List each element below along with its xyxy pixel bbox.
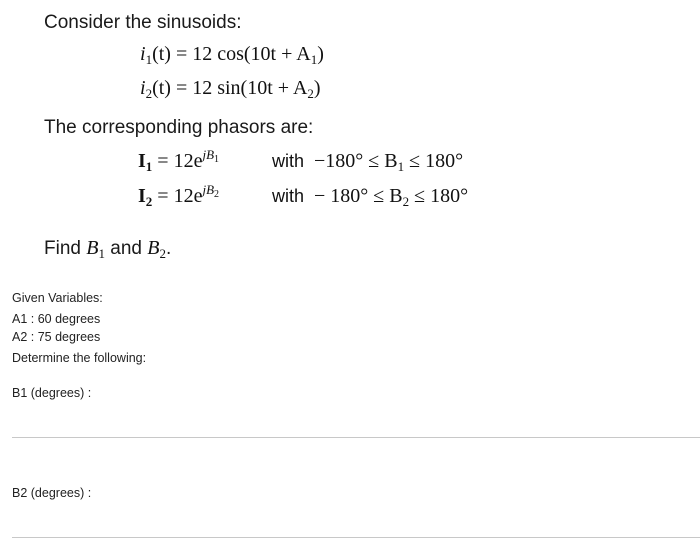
phasors-intro-text: The corresponding phasors are: (44, 117, 314, 138)
b1-answer-underline (12, 437, 700, 438)
b1-answer-label: B1 (degrees) : (12, 386, 92, 400)
phasor-i1-constraint: with $-180^\circ \le B_1 \le 180^\circ$ (272, 150, 464, 174)
phasor-i2-constraint: with − $180^\circ \le B_2 \le 180^\circ$ (272, 185, 469, 209)
equation-i2: $i_2(t) = 12$ $\sin(10t + A_2)$ (140, 77, 321, 101)
given-variables-title: Given Variables: (12, 291, 103, 305)
b2-answer-input[interactable] (12, 503, 700, 539)
b2-answer-underline (12, 537, 700, 538)
b2-answer-label: B2 (degrees) : (12, 486, 92, 500)
intro-text: Consider the sinusoids: (44, 12, 242, 33)
given-variable-a2: A2 : 75 degrees (12, 330, 101, 344)
b1-answer-input[interactable] (12, 403, 700, 439)
given-variable-a1: A1 : 60 degrees (12, 312, 101, 326)
phasor-i1: $I_1 = 12e^{jB_1}$ (138, 147, 220, 174)
determine-text: Determine the following: (12, 351, 147, 365)
phasor-i2: $I_2 = 12e^{jB_2}$ (138, 182, 220, 209)
equation-i1: $i_1(t) = 12$ $\cos(10t + A_1)$ (140, 43, 324, 67)
find-text: Find $B_1$ and $B_2$. (44, 237, 172, 261)
